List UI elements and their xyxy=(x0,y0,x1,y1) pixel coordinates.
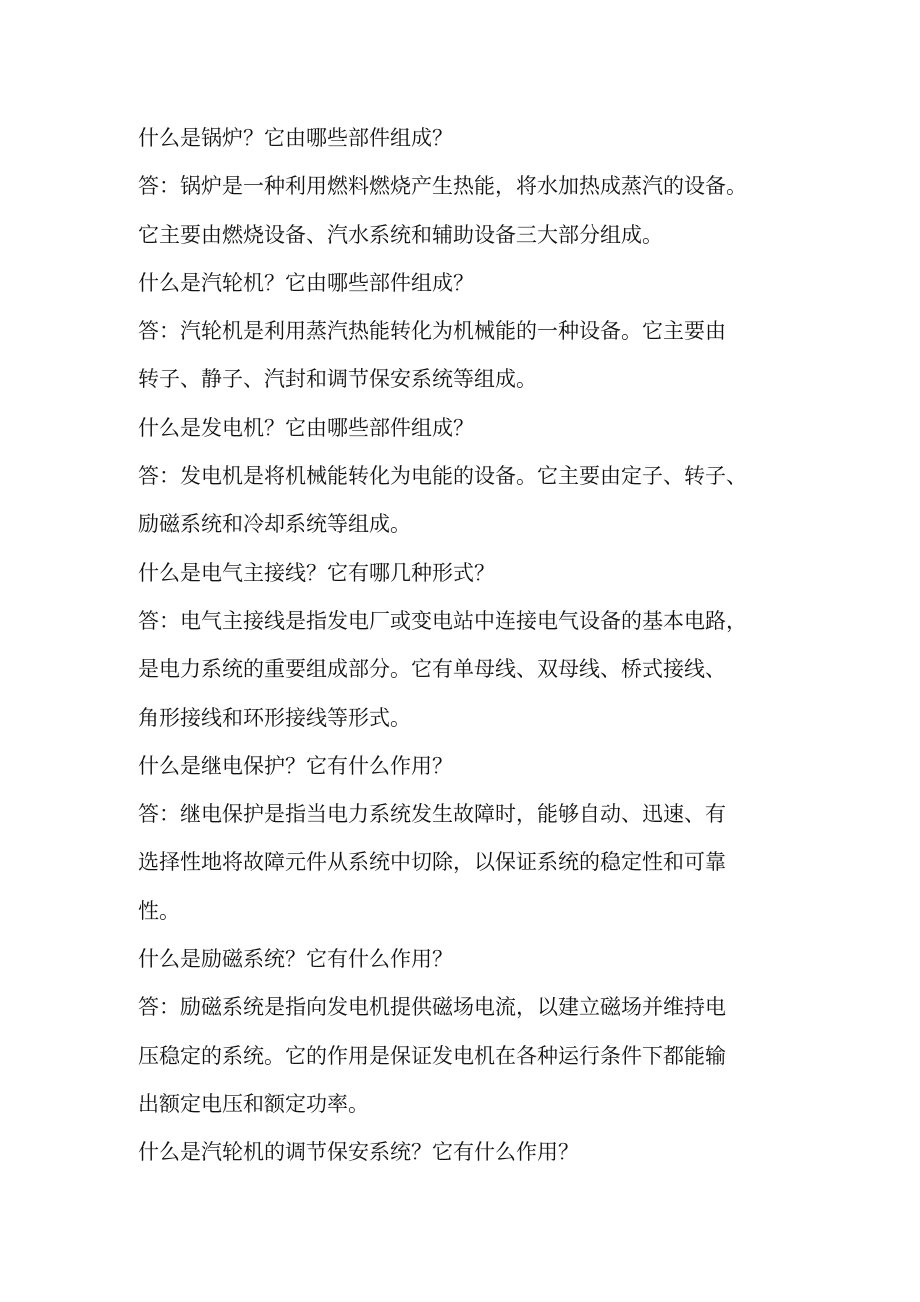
answer-main-wiring-line-3: 角形接线和环形接线等形式。 xyxy=(138,705,411,730)
question-excitation: 什么是励磁系统？它有什么作用？ xyxy=(138,947,453,972)
answer-main-wiring-line-1: 答：电气主接线是指发电厂或变电站中连接电气设备的基本电路， xyxy=(138,608,747,633)
answer-boiler-line-2: 它主要由燃烧设备、汽水系统和辅助设备三大部分组成。 xyxy=(138,222,663,247)
answer-turbine-line-2: 转子、静子、汽封和调节保安系统等组成。 xyxy=(138,367,537,392)
question-generator: 什么是发电机？它由哪些部件组成？ xyxy=(138,415,474,440)
answer-boiler-line-1: 答：锅炉是一种利用燃料燃烧产生热能，将水加热成蒸汽的设备。 xyxy=(138,174,747,199)
question-boiler: 什么是锅炉？它由哪些部件组成？ xyxy=(138,126,453,150)
answer-excitation-line-3: 出额定电压和额定功率。 xyxy=(138,1091,369,1116)
answer-excitation-line-2: 压稳定的系统。它的作用是保证发电机在各种运行条件下都能输 xyxy=(138,1043,726,1068)
answer-main-wiring-line-2: 是电力系统的重要组成部分。它有单母线、双母线、桥式接线、 xyxy=(138,657,726,682)
question-main-wiring: 什么是电气主接线？它有哪几种形式？ xyxy=(138,560,495,585)
answer-relay-protection-line-2: 选择性地将故障元件从系统中切除，以保证系统的稳定性和可靠 xyxy=(138,850,726,875)
question-turbine: 什么是汽轮机？它由哪些部件组成？ xyxy=(138,270,474,295)
question-turbine-governing: 什么是汽轮机的调节保安系统？它有什么作用？ xyxy=(138,1140,579,1165)
answer-turbine-line-1: 答：汽轮机是利用蒸汽热能转化为机械能的一种设备。它主要由 xyxy=(138,319,726,344)
answer-generator-line-1: 答：发电机是将机械能转化为电能的设备。它主要由定子、转子、 xyxy=(138,464,747,489)
answer-relay-protection-line-1: 答：继电保护是指当电力系统发生故障时，能够自动、迅速、有 xyxy=(138,802,726,827)
answer-generator-line-2: 励磁系统和冷却系统等组成。 xyxy=(138,512,411,537)
answer-relay-protection-line-3: 性。 xyxy=(138,898,180,923)
question-relay-protection: 什么是继电保护？它有什么作用？ xyxy=(138,753,453,778)
answer-excitation-line-1: 答：励磁系统是指向发电机提供磁场电流，以建立磁场并维持电 xyxy=(138,995,726,1020)
document-body xyxy=(138,114,818,1177)
